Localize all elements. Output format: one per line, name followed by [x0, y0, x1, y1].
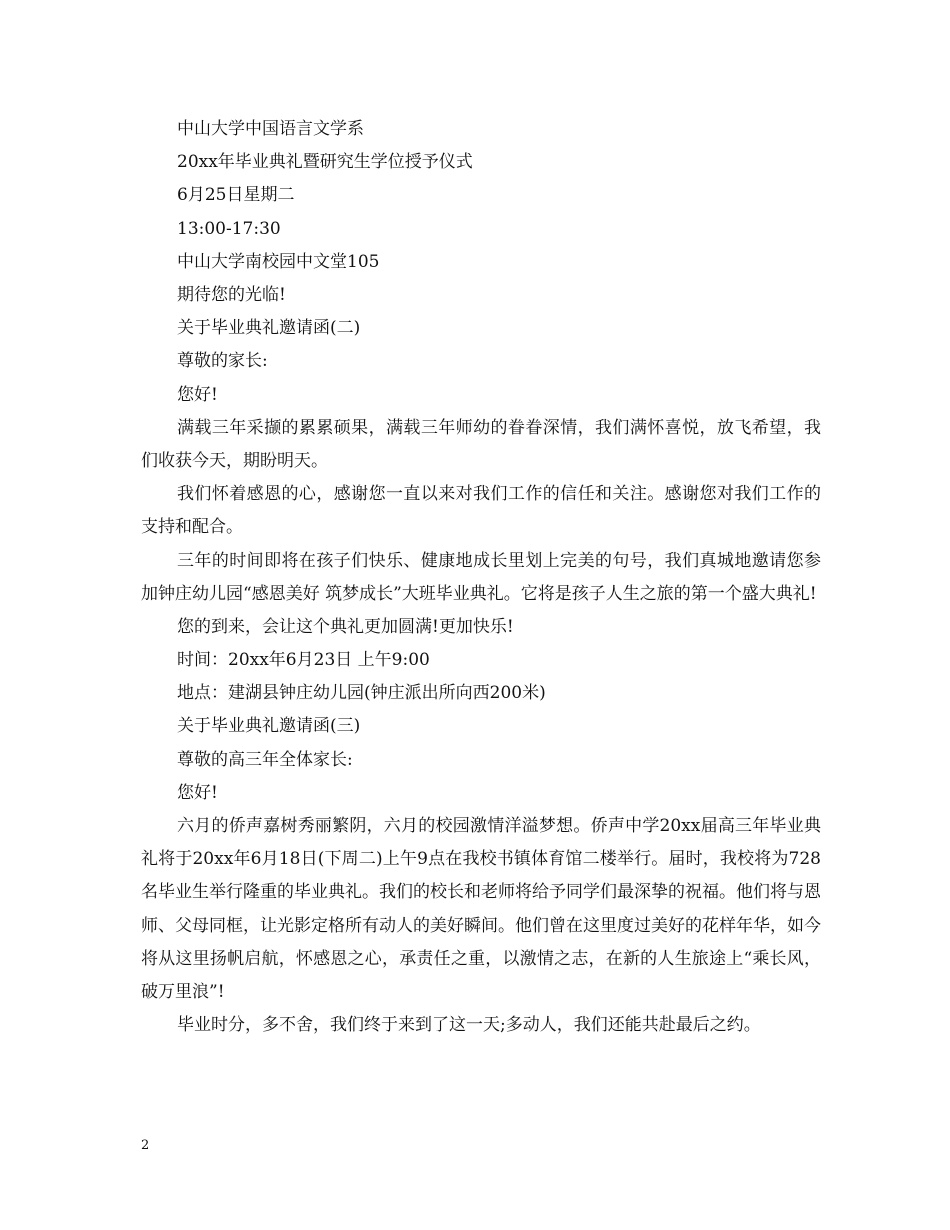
department-line: 中山大学中国语言文学系: [177, 119, 364, 139]
greeting-line: 您好!: [177, 384, 218, 405]
venue-line: 中山大学南校园中文堂105: [177, 251, 380, 272]
closing-line: 期待您的光临!: [177, 284, 286, 305]
salutation-line: 尊敬的高三年全体家长:: [177, 749, 353, 770]
section-heading-2: 关于毕业典礼邀请函(二): [177, 318, 361, 339]
event-location-line: 地点：建湖县钟庄幼儿园(钟庄派出所向西200米): [177, 683, 546, 704]
body-paragraph: 我们怀着感恩的心，感谢您一直以来对我们工作的信任和关注。感谢您对我们工作的支持和配合。: [141, 484, 821, 538]
salutation-line: 尊敬的家长:: [177, 351, 268, 372]
greeting-line: 您好!: [177, 782, 218, 803]
body-paragraph: 毕业时分，多不舍，我们终于来到了这一天;多动人，我们还能共赴最后之约。: [177, 1015, 761, 1036]
document-body: [141, 113, 821, 1042]
ceremony-title-line: 20xx年毕业典礼暨研究生学位授予仪式: [177, 152, 473, 173]
body-paragraph: 满载三年采撷的累累硕果，满载三年师幼的眷眷深情，我们满怀喜悦，放飞希望，我们收获今天，期盼明天。: [141, 417, 821, 471]
section-heading-3: 关于毕业典礼邀请函(三): [177, 716, 361, 737]
time-line: 13:00-17:30: [177, 218, 281, 239]
event-time-line: 时间：20xx年6月23日 上午9:00: [177, 650, 430, 671]
body-paragraph: 三年的时间即将在孩子们快乐、健康地成长里划上完美的句号，我们真城地邀请您参加钟庄幼儿园“感恩美好 筑梦成长”大班毕业典礼。它将是孩子人生之旅的第一个盛大典礼!: [141, 550, 821, 604]
body-line: 您的到来，会让这个典礼更加圆满!更加快乐!: [177, 616, 514, 637]
body-paragraph: 六月的侨声嘉树秀丽繁阴，六月的校园激情洋溢梦想。侨声中学20xx届高三年毕业典礼将于20xx年6月18日(下周二)上午9点在我校书镇体育馆二楼举行。届时，我校将为728名毕业生举行隆重的毕业典礼。我们的校长和老师将给予同学们最深挚的祝福。他们将与恩师、父母同框，让光影定格所有动人的美好瞬间。他们曾在这里度过美好的花样年华，如今将从这里扬帆启航，怀感恩之心，承责任之重，以激情之志，在新的人生旅途上“乘长风，破万里浪”!: [141, 816, 821, 1003]
page-number: 2: [141, 1138, 150, 1153]
date-line: 6月25日星期二: [177, 185, 295, 206]
